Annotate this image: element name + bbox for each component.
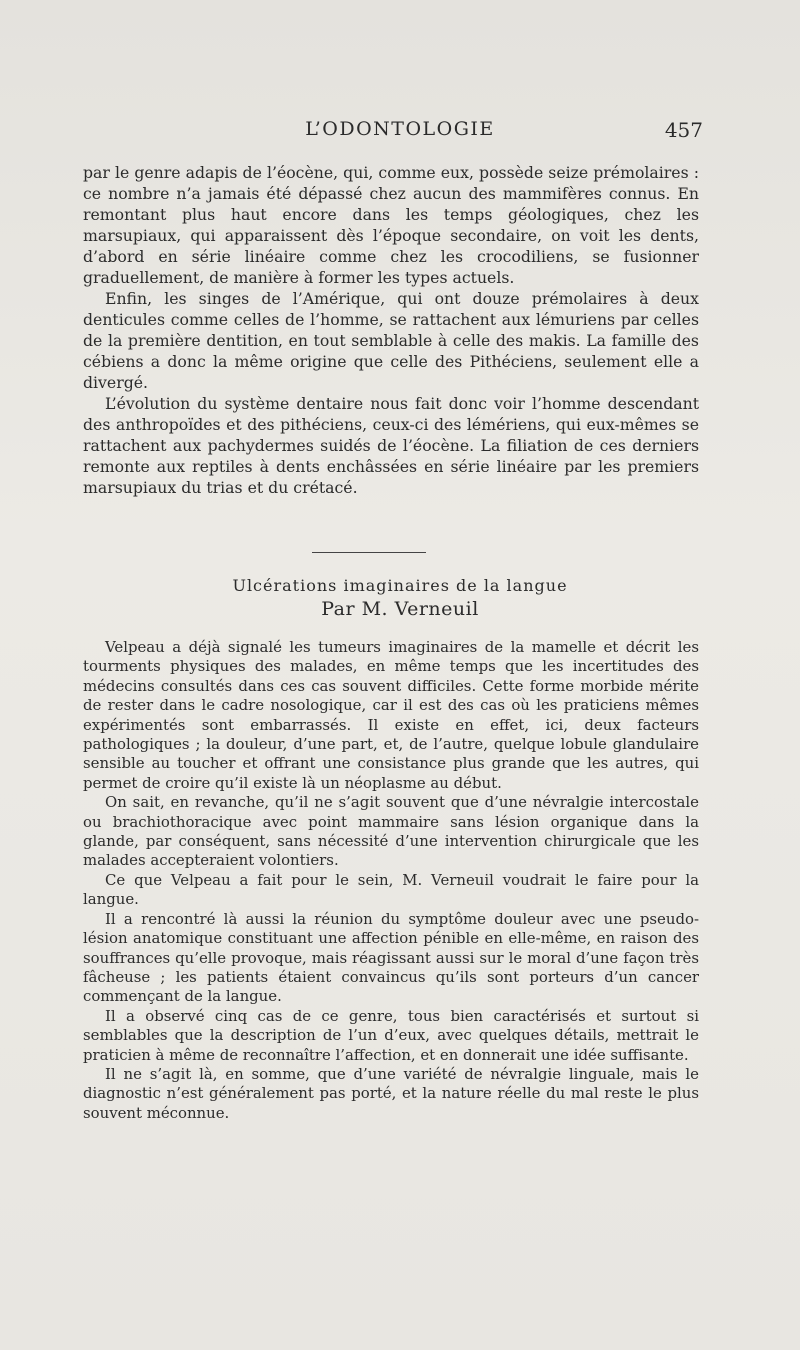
paragraph: Il a observé cinq cas de ce genre, tous bien caractérisés et surtout si semblables que la description de l’un d’eux, avec quelques détails, mettrait le praticien à même de reconnaître l’affection, et en donnerait une idée suffisante. (83, 1006, 699, 1064)
article-author: Par M. Verneuil (321, 598, 479, 620)
running-title: L’ODONTOLOGIE (305, 118, 495, 140)
page-header (0, 118, 800, 148)
paragraph: L’évolution du système dentaire nous fait donc voir l’homme descendant des anthropoïdes et des pithéciens, ceux-ci des lémériens, qui eux-mêmes se rattachent aux pachydermes suidés de l’éocène. La filiation de ces derniers remonte aux reptiles à dents enchâssées en série linéaire par les premiers marsupiaux du trias et du crétacé. (83, 394, 699, 497)
page-number: 457 (664, 118, 703, 142)
paragraph: Velpeau a déjà signalé les tumeurs imaginaires de la mamelle et décrit les tourments physiques des malades, en même temps que les incertitudes des médecins consultés dans ces cas souvent difficiles. Cette forme morbide mérite de rester dans le cadre nosologique, car il est des cas où les praticiens mêmes expérimentés sont embarrassés. Il existe en effet, ici, deux facteurs pathologiques ; la douleur, d’une part, et, de l’autre, quelque lobule glandulaire sensible au toucher et offrant une consistance plus grande que les autres, qui permet de croire qu’il existe là un néoplasme au début. (83, 638, 699, 792)
paragraph: Ce que Velpeau a fait pour le sein, M. Verneuil voudrait le faire pour la langue. (83, 870, 699, 909)
paragraph: Enfin, les singes de l’Amérique, qui ont douze prémolaires à deux denticules comme celles de l’homme, se rattachent aux lémuriens par celles de la première dentition, en tout semblable à celle des makis. La famille des cébiens a donc la même origine que celle des Pithéciens, seulement elle a divergé. (83, 289, 699, 392)
article-title: Ulcérations imaginaires de la langue (232, 576, 568, 595)
paragraph: Il a rencontré là aussi la réunion du symptôme douleur avec une pseudo-lésion anatomique constituant une affection pénible en elle-même, en raison des souffrances qu’elle provoque, mais réagissant aussi sur le moral d’une façon très fâcheuse ; les patients étaient convaincus qu’ils sont porteurs d’un cancer commençant de la langue. (83, 909, 699, 1006)
paragraph: On sait, en revanche, qu’il ne s’agit souvent que d’une névralgie intercostale ou brachiothoracique avec point mammaire sans lésion organique dans la glande, par conséquent, sans nécessité d’une intervention chirurgicale que les malades accepteraient volontiers. (83, 793, 699, 870)
paragraph: par le genre adapis de l’éocène, qui, comme eux, possède seize prémolaires : ce nombre n’a jamais été dépassé chez aucun des mammifères connus. En remontant plus haut encore dans les temps géologiques, chez les marsupiaux, qui apparaissent dès l’époque secondaire, on voit les dents, d’abord en série linéaire comme chez les crocodiliens, se fusionner graduellement, de manière à former les types actuels. (83, 163, 699, 287)
article-body (83, 638, 699, 1123)
paragraph: Il ne s’agit là, en somme, que d’une variété de névralgie linguale, mais le diagnostic n’est généralement pas porté, et la nature réelle du mal reste le plus souvent méconnue. (83, 1064, 699, 1122)
section-divider (312, 552, 426, 553)
continued-text (83, 162, 699, 498)
